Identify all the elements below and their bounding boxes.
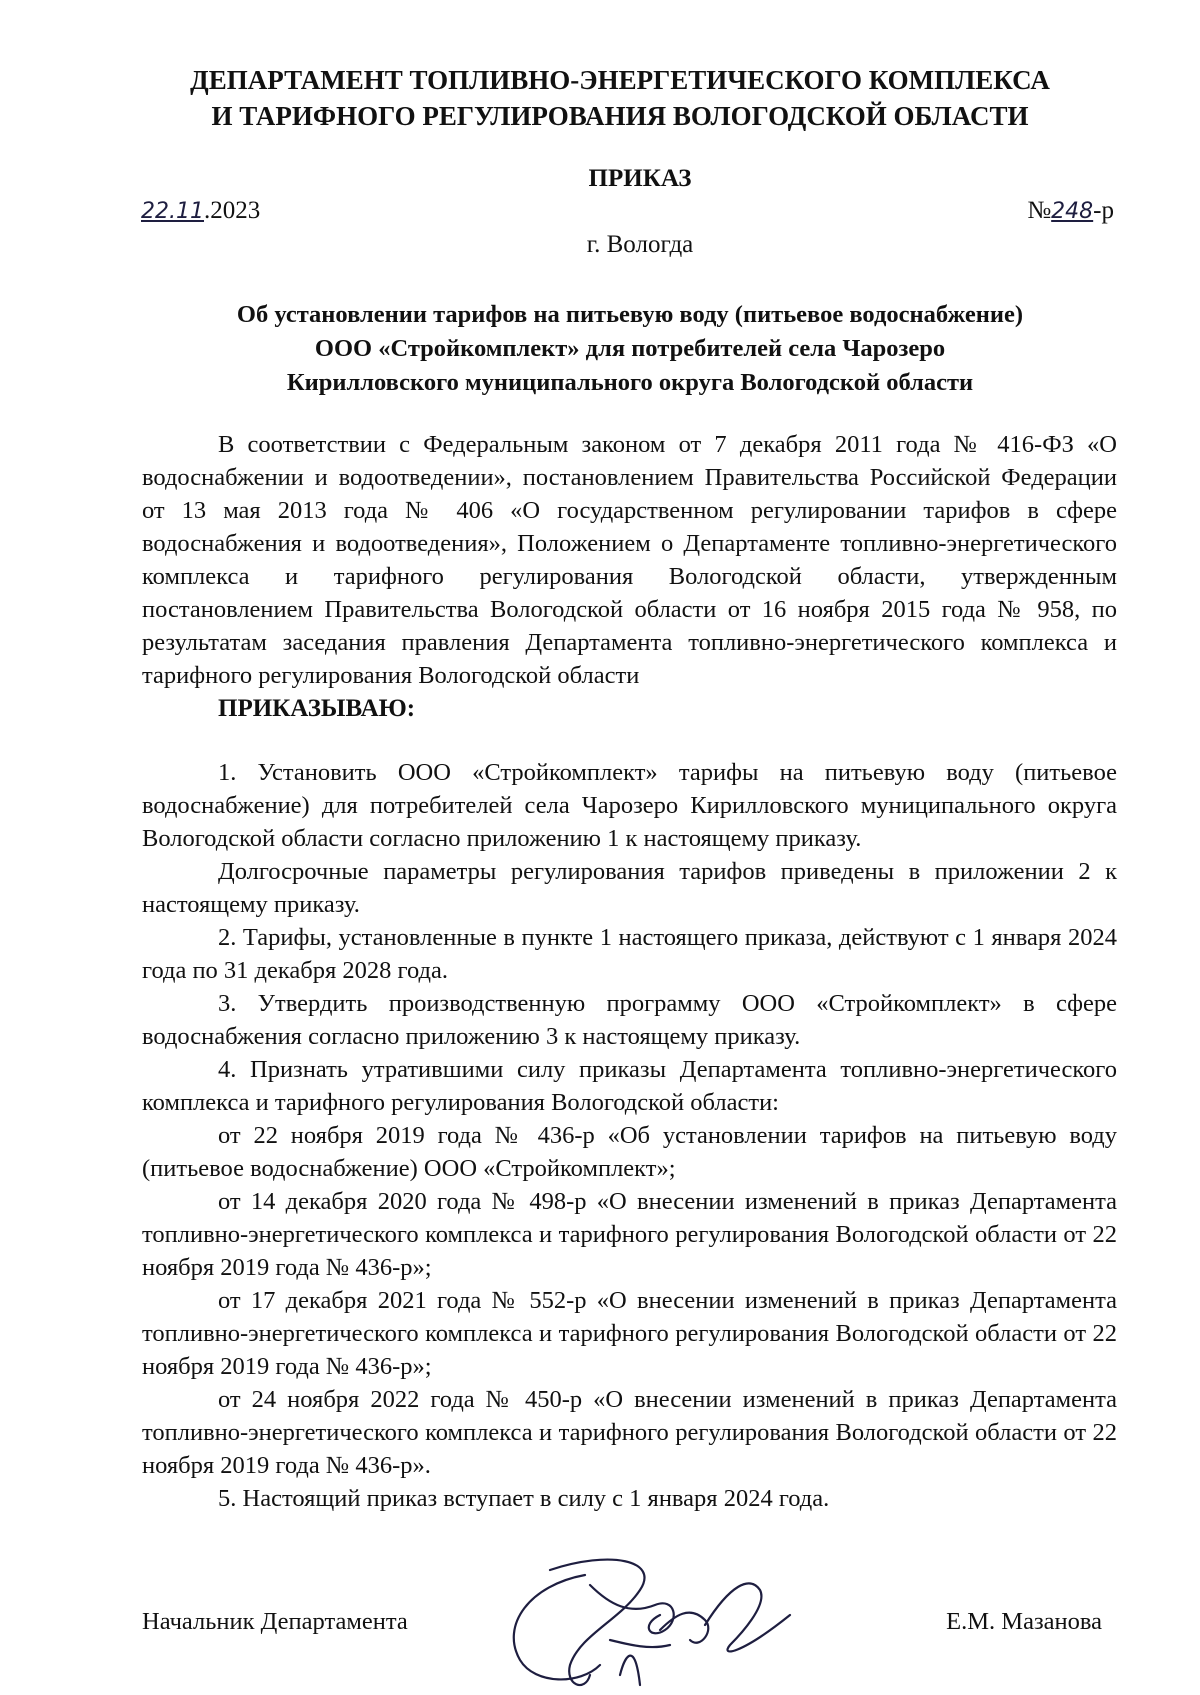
number-prefix: № — [1027, 197, 1052, 224]
signatory-name: Е.М. Мазанова — [946, 1608, 1102, 1635]
organization-title-line-2: И ТАРИФНОГО РЕГУЛИРОВАНИЯ ВОЛОГОДСКОЙ ОБЛАСТИ — [211, 101, 1029, 131]
document-date: 22.11.2023 — [141, 197, 261, 224]
signatory-title: Начальник Департамента — [142, 1608, 408, 1635]
item-5: 5. Настоящий приказ вступает в силу с 1 января 2024 года. — [218, 1485, 830, 1512]
document-body — [142, 428, 1117, 1515]
item-1-note: Долгосрочные параметры регулирования тарифов приведены в приложении 2 к настоящему приказу. — [142, 858, 1117, 918]
document-kind: ПРИКАЗ — [588, 165, 692, 192]
subject-line-2: ООО «Стройкомплект» для потребителей села Чарозеро — [314, 335, 946, 362]
document-number — [1027, 197, 1114, 225]
repealed-order-3: от 17 декабря 2021 года № 552-р «О внесении изменений в приказ Департамента топливно-энергетического комплекса и тарифного регулирования Вологодской области от 22 ноября 2019 года № 436-р»; — [142, 1287, 1117, 1380]
item-1: 1. Установить ООО «Стройкомплект» тарифы на питьевую воду (питьевое водоснабжение) для потребителей села Чарозеро Кирилловского муниципального округа Вологодской области согласно приложению 1 к настоящему приказу. — [142, 759, 1117, 852]
date-year: .2023 — [204, 197, 261, 224]
date-month-handwritten: 11 — [176, 199, 204, 224]
date-day-handwritten: 22 — [141, 199, 169, 224]
document-subject — [140, 298, 1120, 400]
repealed-order-1: от 22 ноября 2019 года № 436-р «Об установлении тарифов на питьевую воду (питьевое водоснабжение) ООО «Стройкомплект»; — [142, 1122, 1117, 1182]
organization-title-line-1: ДЕПАРТАМЕНТ ТОПЛИВНО-ЭНЕРГЕТИЧЕСКОГО КОМПЛЕКСА — [190, 65, 1050, 95]
item-2: 2. Тарифы, установленные в пункте 1 настоящего приказа, действуют с 1 января 2024 года по 31 декабря 2028 года. — [142, 924, 1117, 984]
order-word: ПРИКАЗЫВАЮ: — [218, 695, 416, 722]
document-city: г. Вологда — [586, 231, 694, 258]
organization-title — [120, 62, 1120, 134]
subject-line-1: Об установлении тарифов на питьевую воду (питьевое водоснабжение) — [236, 301, 1024, 328]
subject-line-3: Кирилловского муниципального округа Вологодской области — [286, 369, 974, 396]
preamble-paragraph: В соответствии с Федеральным законом от 7 декабря 2011 года № 416-ФЗ «О водоснабжении и водоотведении», постановлением Правительства Российской Федерации от 13 мая 2013 года № 406 «О государственном регулировании тарифов в сфере водоснабжения и водоотведения», Положением о Департаменте топливно-энергетического комплекса и тарифного регулирования Вологодской области, утвержденным постановлением Правительства Вологодской области от 16 ноября 2015 года № 958, по результатам заседания правления Департамента топливно-энергетического комплекса и тарифного регулирования Вологодской области — [142, 431, 1117, 689]
item-3: 3. Утвердить производственную программу ООО «Стройкомплект» в сфере водоснабжения согласно приложению 3 к настоящему приказу. — [142, 990, 1117, 1050]
handwritten-signature — [490, 1545, 820, 1695]
number-suffix: -р — [1093, 197, 1114, 224]
repealed-order-2: от 14 декабря 2020 года № 498-р «О внесении изменений в приказ Департамента топливно-энергетического комплекса и тарифного регулирования Вологодской области от 22 ноября 2019 года № 436-р»; — [142, 1188, 1117, 1281]
repealed-order-4: от 24 ноября 2022 года № 450-р «О внесении изменений в приказ Департамента топливно-энергетического комплекса и тарифного регулирования Вологодской области от 22 ноября 2019 года № 436-р». — [142, 1386, 1117, 1479]
item-4: 4. Признать утратившими силу приказы Департамента топливно-энергетического комплекса и тарифного регулирования Вологодской области: — [142, 1056, 1117, 1116]
number-handwritten: 248 — [1051, 199, 1094, 224]
